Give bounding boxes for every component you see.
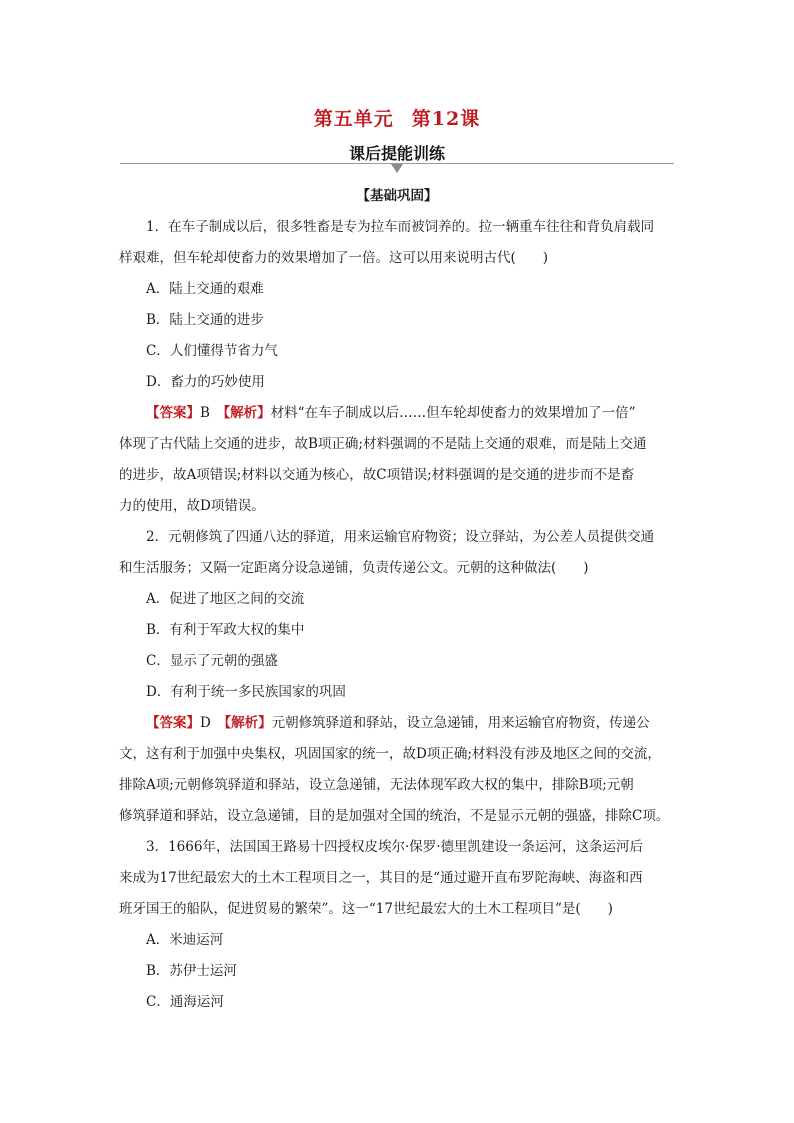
question-1 [119,212,675,522]
option-b: B．陆上交通的进步 [146,312,264,328]
question-3 [119,832,675,1018]
option-c: C．通海运河 [146,994,224,1010]
analysis-tag: 【解析】 [224,715,272,731]
analysis-text: 材料“在车子制成以后……但车轮却使畜力的效果增加了一倍” [270,405,636,421]
question-stem-line: 来成为17世纪最宏大的土木工程项目之一，其目的是“通过避开直布罗陀海峡、海盗和西 [119,870,643,886]
answer-line [119,398,675,429]
analysis-line: 体现了古代陆上交通的进步，故B项正确;材料强调的不是陆上交通的艰难，而是陆上交通 [119,436,647,452]
analysis-line: 的进步，故A项错误;材料以交通为核心，故C项错误;材料强调的是交通的进步而不是畜 [119,467,635,483]
divider-arrow-icon [391,164,403,173]
answer-value: D [200,715,211,731]
question-stem-line: 1．在车子制成以后，很多牲畜是专为拉车而被饲养的。拉一辆重车往往和背负肩载同 [146,219,655,235]
page-title [0,104,794,131]
question-2 [119,522,675,832]
answer-tag: 【答案】 [146,405,200,421]
question-stem-line: 3．1666年，法国国王路易十四授权皮埃尔·保罗·德里凯建设一条运河，这条运河后 [146,839,644,855]
option-a: A．促进了地区之间的交流 [146,591,305,607]
analysis-line: 力的使用，故D项错误。 [119,498,265,514]
option-b: B．有利于军政大权的集中 [146,622,305,638]
answer-line [119,708,675,739]
option-d: D．畜力的巧妙使用 [146,374,265,390]
analysis-tag: 【解析】 [223,405,271,421]
option-c: C．人们懂得节省力气 [146,343,278,359]
analysis-line: 文，这有利于加强中央集权，巩固国家的统一，故D项正确;材料没有涉及地区之间的交流， [119,746,661,762]
question-stem-line: 和生活服务；又隔一定距离分设急递铺，负责传递公文。元朝的这种做法( ) [119,560,589,576]
answer-tag: 【答案】 [146,715,200,731]
option-c: C．显示了元朝的强盛 [146,653,278,669]
question-stem-line: 样艰难，但车轮却使畜力的效果增加了一倍。这可以用来说明古代( ) [119,250,549,266]
question-stem-line: 2．元朝修筑了四通八达的驿道，用来运输官府物资；设立驿站，为公差人员提供交通 [146,529,655,545]
page-subtitle: 课后提能训练 [348,144,445,163]
answer-value: B [200,405,210,421]
option-d: D．有利于统一多民族国家的巩固 [146,684,346,700]
option-a: A．米迪运河 [146,932,224,948]
option-b: B．苏伊士运河 [146,963,237,979]
lesson-title: 第12课 [411,108,481,130]
unit-title: 第五单元 [313,108,394,130]
analysis-text: 元朝修筑驿道和驿站，设立急递铺，用来运输官府物资，传递公 [271,715,650,731]
analysis-line: 排除A项;元朝修筑驿道和驿站，设立急递铺，无法体现军政大权的集中，排除B项;元朝 [119,777,634,793]
exercise-content [119,184,675,1018]
question-stem-line: 班牙国王的船队，促进贸易的繁荣”。这一“17世纪最宏大的土木工程项目”是( ) [119,901,613,917]
option-a: A．陆上交通的艰难 [146,281,264,297]
analysis-line: 修筑驿道和驿站，设立急递铺，目的是加强对全国的统治，不是显示元朝的强盛，排除C项。 [119,808,670,824]
section-heading: 【基础巩固】 [356,188,438,204]
